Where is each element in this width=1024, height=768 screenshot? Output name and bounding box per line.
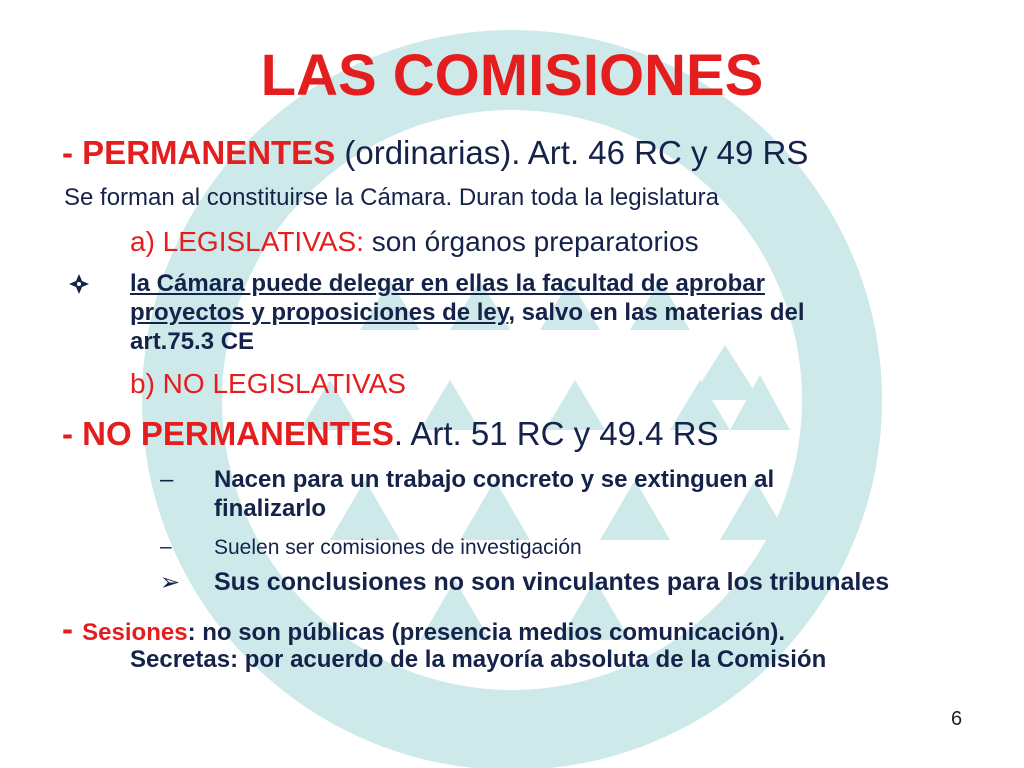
sesiones-dash: -: [62, 610, 83, 647]
no-legislativas-heading: b) NO LEGISLATIVAS: [130, 368, 406, 399]
bullet-line-2-underlined: proyectos y proposiciones de ley: [130, 299, 509, 326]
page-number: 6: [951, 708, 963, 730]
legislativas-heading: [130, 226, 699, 258]
bullet-line-3: art.75.3 CE: [130, 328, 255, 355]
arrow-bullet-icon: ➢: [160, 569, 181, 596]
item-1-marker: –: [160, 466, 174, 493]
item-2-text: Suelen ser comisiones de investigación: [214, 536, 582, 559]
sesiones-text-1: : no son públicas (presencia medios comunicación).: [187, 619, 786, 646]
no-permanentes-label: NO PERMANENTES: [82, 415, 394, 452]
item-1-line-2: finalizarlo: [214, 495, 327, 522]
permanentes-heading: [62, 134, 808, 172]
permanentes-detail: (ordinarias). Art. 46 RC y 49 RS: [335, 134, 809, 171]
bullet-line-1: [130, 270, 765, 298]
sesiones-label: Sesiones: [82, 619, 188, 646]
sesiones-line-1: [62, 610, 785, 648]
no-permanentes-detail: . Art. 51 RC y 49.4 RS: [393, 415, 719, 452]
permanentes-label: PERMANENTES: [82, 134, 336, 171]
no-permanentes-dash: -: [62, 415, 83, 452]
slide-title: LAS COMISIONES: [260, 43, 764, 108]
legislativas-label: a) LEGISLATIVAS:: [130, 226, 364, 257]
legislativas-detail: son órganos preparatorios: [363, 226, 699, 257]
no-permanentes-heading: [62, 415, 719, 453]
diamond-bullet-icon: [68, 273, 90, 295]
sesiones-line-2: Secretas: por acuerdo de la mayoría absoluta de la Comisión: [130, 646, 827, 673]
bullet-line-1-text: la Cámara puede delegar en ellas la facultad de aprobar: [130, 270, 765, 297]
item-1-line-1: Nacen para un trabajo concreto y se extinguen al: [214, 466, 775, 493]
permanentes-dash: -: [62, 134, 83, 171]
arrow-item-text: Sus conclusiones no son vinculantes para los tribunales: [214, 568, 890, 596]
item-2-marker: –: [160, 535, 172, 558]
bullet-line-2-rest: , salvo en las materias del: [508, 299, 805, 326]
bullet-line-2: [130, 299, 805, 327]
permanentes-description: Se forman al constituirse la Cámara. Duran toda la legislatura: [64, 184, 719, 211]
